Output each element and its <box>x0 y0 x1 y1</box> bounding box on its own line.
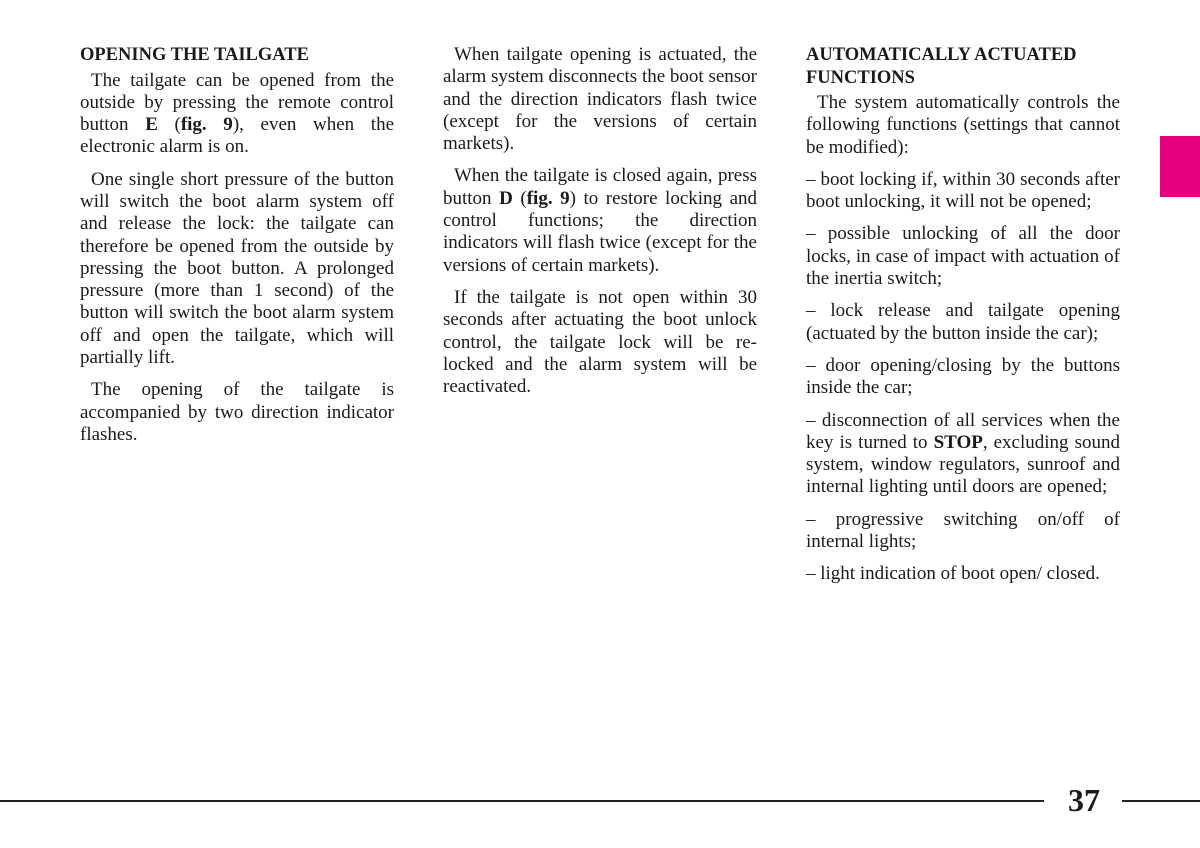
figure-ref: fig. 9 <box>526 187 570 209</box>
list-item-internal-lights: – progressive switching on/off of internal lights; <box>806 508 1120 553</box>
list-item-boot-light: – light indication of boot open/ closed. <box>806 563 1100 585</box>
paragraph-tailgate-closed <box>443 165 757 276</box>
footer-rule-right <box>1122 800 1200 802</box>
text: ( <box>512 187 527 209</box>
paragraph-alarm-disconnect: When tailgate opening is actuated, the alarm system disconnects the boot sensor and the direction indicators flash twice (except for the versions of certain markets). <box>443 44 757 155</box>
text: , excluding sound system, window regulators, sunroof and internal lighting until doors are opened; <box>806 431 1120 498</box>
paragraph-relock: If the tailgate is not open within 30 seconds after actuating the boot unlock control, the tailgate lock will be re-locked and the alarm system will be reactivated. <box>443 286 757 398</box>
list-item-door-buttons: – door opening/closing by the buttons inside the car; <box>806 354 1120 399</box>
paragraph-indicator-flashes: The opening of the tailgate is accompanied by two direction indicator flashes. <box>80 379 394 445</box>
stop-key-label: STOP <box>933 431 983 453</box>
button-ref-e: E <box>145 114 158 136</box>
column-middle <box>443 44 757 408</box>
text: The tailgate can be opened from the outside by pressing the remote control button <box>80 69 394 136</box>
text: – disconnection of all services when the key is turned to <box>806 409 1120 453</box>
paragraph-remote-opening <box>80 70 394 159</box>
paragraph-intro: The system automatically controls the following functions (settings that cannot be modified): <box>806 92 1120 158</box>
section-heading-automatic-functions: AUTOMATICALLY ACTUATED FUNCTIONS <box>806 45 1077 88</box>
list-item-disconnection <box>806 410 1120 499</box>
section-heading-opening-tailgate: OPENING THE TAILGATE <box>80 45 309 65</box>
paragraph-pressure: One single short pressure of the button will switch the boot alarm system off and release the lock: the tailgate can therefore be opened from the outside by pressing the boot button. A prolonged pressure (more than 1 second) of the button will switch the boot alarm system off and open the tailgate, which will partially lift. <box>80 168 394 369</box>
list-item-boot-locking: – boot locking if, within 30 seconds after boot unlocking, it will not be opened; <box>806 168 1120 213</box>
text: When the tailgate is closed again, press button <box>443 165 757 209</box>
text: ), even when the electronic alarm is on. <box>80 114 394 158</box>
list-item-lock-release: – lock release and tailgate opening (actuated by the button inside the car); <box>806 300 1120 344</box>
list-item-door-unlocking: – possible unlocking of all the door locks, in case of impact with actuation of the inertia switch; <box>806 223 1120 290</box>
footer-rule-left <box>0 800 1044 802</box>
section-color-tab <box>1160 136 1200 197</box>
text: ( <box>157 114 181 136</box>
figure-ref: fig. 9 <box>180 114 233 136</box>
column-right <box>806 44 1120 596</box>
page-number: 37 <box>1068 782 1100 818</box>
text: ) to restore locking and control functions; the direction indicators will flash twice (except for the versions of certain markets). <box>443 187 758 276</box>
column-left <box>80 44 394 456</box>
button-ref-d: D <box>499 187 513 209</box>
